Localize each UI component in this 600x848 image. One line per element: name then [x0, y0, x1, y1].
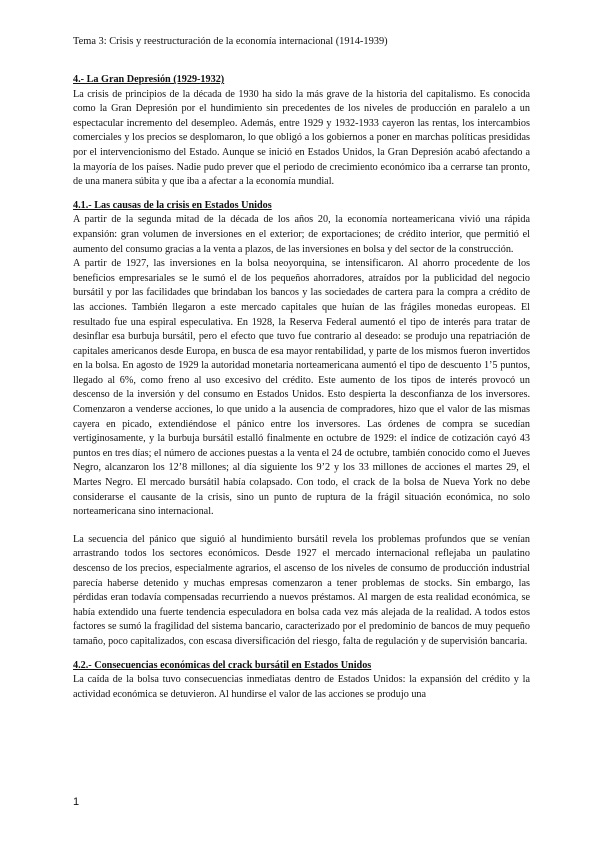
section-title-consecuencias: 4.2.- Consecuencias económicas del crack bursátil en Estados Unidos — [73, 659, 372, 671]
spacer — [73, 520, 530, 533]
section-title-gran-depresion: 4.- La Gran Depresión (1929-1932) — [73, 74, 225, 85]
paragraph-gran-depresion: La crisis de principios de la década de 1930 ha sido la más grave de la historia del capitalismo. Es conocida como la Gran Depresión por el hundimiento sin precedentes de los niveles de producción en paralelo a un espectacular incremento del desempleo. Además, entre 1929 y 1932-1933 cayeron las rentas, los intercambios comerciales y los precios se desplomaron, lo que obligó a los gobiernos a poner en marchas políticas presididas por el intervencionismo del Estado. Aunque se inició en Estados Unidos, la Gran Depresión acabó afectando a la mayoría de los países. Nadie pudo prever que el periodo de crecimiento económico iba a cerrarse tan pronto, de una manera súbita y que iba a afectar a la economía mundial. — [73, 88, 530, 188]
paragraph-consecuencias: La caída de la bolsa tuvo consecuencias inmediatas dentro de Estados Unidos: la expansión del crédito y la actividad económica se detuvieron. Al hundirse el valor de las acciones se produjo una — [73, 674, 530, 700]
section-title-causas: 4.1.- Las causas de la crisis en Estados Unidos — [73, 199, 272, 211]
spacer — [73, 190, 530, 199]
running-header: Tema 3: Crisis y reestructuración de la economía internacional (1914-1939) — [73, 36, 388, 47]
page-number: 1 — [73, 796, 80, 808]
paragraph-causas-panico: La secuencia del pánico que siguió al hundimiento bursátil revela los problemas profundos que se venían arrastrando todos los sectores económicos. Desde 1927 el mercado internacional reflejaba un paulatino descenso de los precios, especialmente agrarios, el ascenso de los niveles de consumo de producción industrial parecía haberse detenido y muchas empresas comenzaron a tener problemas de stocks. Sin embargo, las pérdidas eran todavía compensadas recurriendo a nuevos préstamos. Al margen de esta realidad económica, se había extendido una fuerte tendencia especuladora en bolsa cada vez más alejada de la realidad. A todos estos factores se sumó la fragilidad del sistema bancario, caracterizado por el predominio de bancos de muy pequeño tamaño, poco capitalizados, con escasa diversificación del riesgo, falta de regulación y de supervisión bancaria. — [73, 533, 530, 647]
spacer — [73, 650, 530, 659]
paragraph-causas-bolsa: A partir de 1927, las inversiones en la bolsa neoyorquina, se intensificaron. Al ahorro procedente de los beneficios empresariales se le sumó el de los pequeños ahorradores, atraídos por la publicidad del negocio bursátil y por las facilidades que brindaban los bancos y las sociedades de cartera para la compra a crédito de las acciones. También llegaron a este mercado capitales que huían de las frágiles monedas europeas. El resultado fue una espiral especulativa. En 1928, la Reserva Federal aumentó el tipo de interés para tratar de desinflar esa burbuja bursátil, pero el efecto que tuvo fue contrario al deseado: se produjo una repatriación de capitales americanos desde Europa, en busca de esa mayor rentabilidad, y parte de los mismos fueron invertidos en la bolsa. En agosto de 1929 la autoridad monetaria norteamericana aumentó el tipo de descuento 1’5 puntos, llegado al 6%, como freno al uso excesivo del crédito. Este aumento de los tipos de interés provocó un descenso de la inversión y del consumo en Estados Unidos. Esto despierta la desconfianza de los inversores. Comenzaron a venderse acciones, lo que unido a la ausencia de compradores, hizo que el valor de las mismas cayera en picado, extendiéndose el pánico entre los inversores. Las órdenes de compra se sucedían vertiginosamente, y la burbuja bursátil estalló finalmente en octubre de 1929: el índice de cotización cayó 43 puntos en tres días; el número de acciones puestas a la venta el 24 de octubre, también conocido como el Jueves Negro, alcanzaron los 12’8 millones; al día siguiente los 9’2 y los 33 millones de acciones el martes 29, el Martes Negro. El mercado bursátil había colapsado. Con todo, el crack de la bolsa de Nueva York no debe considerarse el causante de la crisis, sino un punto de ruptura de la frágil situación económica, no solo norteamericana sino internacional. — [73, 258, 530, 518]
paragraph-causas-expansion: A partir de la segunda mitad de la década de los años 20, la economía norteamericana vivió una rápida expansión: gran volumen de inversiones en el exterior; de exportaciones; de crédito interior, que permitió el aumento del consumo gracias a la venta a plazos, de las inversiones en bolsa y del sector de la construcción. — [73, 214, 530, 255]
document-body — [73, 73, 530, 702]
